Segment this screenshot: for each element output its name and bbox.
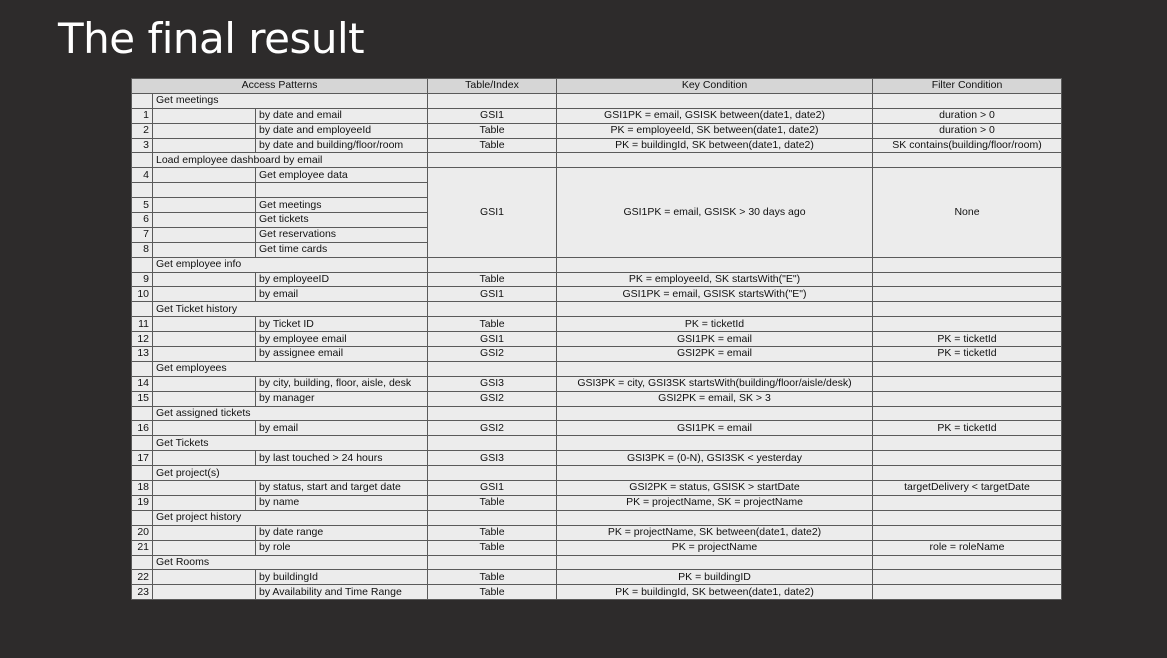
table-index-cell xyxy=(428,93,557,108)
table-index-cell: GSI1 xyxy=(428,108,557,123)
key-condition-cell: GSI1PK = email, GSISK startsWith("E") xyxy=(557,287,873,302)
table-index-cell: GSI1 xyxy=(428,332,557,347)
key-condition-cell: GSI3PK = (0-N), GSI3SK < yesterday xyxy=(557,451,873,466)
key-condition-cell xyxy=(557,93,873,108)
row-number-cell: 18 xyxy=(132,481,153,496)
sub-pattern-cell: by employeeID xyxy=(256,272,428,287)
row-number-cell xyxy=(132,406,153,421)
header-filter-condition: Filter Condition xyxy=(873,79,1062,94)
table-index-cell xyxy=(428,302,557,317)
table-index-cell: Table xyxy=(428,525,557,540)
filter-condition-cell xyxy=(873,555,1062,570)
group-label: Get employee info xyxy=(153,257,428,272)
key-condition-cell: PK = buildingId, SK between(date1, date2) xyxy=(557,138,873,153)
table-row xyxy=(132,123,1062,138)
group-spacer-cell xyxy=(153,391,256,406)
group-spacer-cell xyxy=(153,123,256,138)
key-condition-cell xyxy=(557,436,873,451)
row-number-cell xyxy=(132,93,153,108)
key-condition-cell xyxy=(557,153,873,168)
header-table-index: Table/Index xyxy=(428,79,557,94)
filter-condition-cell xyxy=(873,257,1062,272)
key-condition-cell xyxy=(557,406,873,421)
row-number-cell: 23 xyxy=(132,585,153,600)
row-number-cell: 6 xyxy=(132,213,153,228)
group-spacer-cell xyxy=(153,227,256,242)
sub-pattern-cell: by Ticket ID xyxy=(256,317,428,332)
key-condition-cell: GSI1PK = email, GSISK > 30 days ago xyxy=(557,168,873,257)
key-condition-cell: PK = buildingID xyxy=(557,570,873,585)
key-condition-cell xyxy=(557,510,873,525)
filter-condition-cell xyxy=(873,510,1062,525)
filter-condition-cell: duration > 0 xyxy=(873,108,1062,123)
table-body xyxy=(132,93,1062,599)
key-condition-cell: PK = employeeId, SK startsWith("E") xyxy=(557,272,873,287)
group-spacer-cell xyxy=(153,332,256,347)
row-number-cell: 16 xyxy=(132,421,153,436)
sub-pattern-cell: by assignee email xyxy=(256,347,428,362)
row-number-cell: 5 xyxy=(132,198,153,213)
row-number-cell xyxy=(132,436,153,451)
table-row xyxy=(132,421,1062,436)
filter-condition-cell: duration > 0 xyxy=(873,123,1062,138)
row-number-cell xyxy=(132,361,153,376)
table-index-cell: GSI1 xyxy=(428,168,557,257)
group-spacer-cell xyxy=(153,108,256,123)
header-access-patterns: Access Patterns xyxy=(132,79,428,94)
row-number-cell: 17 xyxy=(132,451,153,466)
filter-condition-cell xyxy=(873,495,1062,510)
table-index-cell: Table xyxy=(428,317,557,332)
row-number-cell: 15 xyxy=(132,391,153,406)
table-row xyxy=(132,138,1062,153)
group-label: Load employee dashboard by email xyxy=(153,153,428,168)
row-number-cell xyxy=(132,302,153,317)
group-label: Get project(s) xyxy=(153,466,428,481)
table-index-cell: GSI3 xyxy=(428,451,557,466)
sub-pattern-cell: by status, start and target date xyxy=(256,481,428,496)
row-number-cell: 2 xyxy=(132,123,153,138)
key-condition-cell: PK = ticketId xyxy=(557,317,873,332)
filter-condition-cell: PK = ticketId xyxy=(873,421,1062,436)
table-row xyxy=(132,376,1062,391)
group-spacer-cell xyxy=(153,525,256,540)
sub-pattern-cell: by manager xyxy=(256,391,428,406)
table-row xyxy=(132,108,1062,123)
row-number-cell xyxy=(132,183,153,198)
row-number-cell: 10 xyxy=(132,287,153,302)
filter-condition-cell: PK = ticketId xyxy=(873,332,1062,347)
sub-pattern-cell: by buildingId xyxy=(256,570,428,585)
row-number-cell xyxy=(132,466,153,481)
row-number-cell: 12 xyxy=(132,332,153,347)
sub-pattern-cell: by date and email xyxy=(256,108,428,123)
sub-pattern-cell: by employee email xyxy=(256,332,428,347)
table-index-cell: GSI1 xyxy=(428,481,557,496)
filter-condition-cell xyxy=(873,272,1062,287)
row-number-cell xyxy=(132,257,153,272)
table-row xyxy=(132,495,1062,510)
row-number-cell: 14 xyxy=(132,376,153,391)
key-condition-cell: PK = projectName, SK between(date1, date2) xyxy=(557,525,873,540)
group-label: Get assigned tickets xyxy=(153,406,428,421)
key-condition-cell xyxy=(557,555,873,570)
row-number-cell: 3 xyxy=(132,138,153,153)
access-patterns-table xyxy=(131,78,1062,600)
table-row xyxy=(132,585,1062,600)
table-index-cell: GSI2 xyxy=(428,421,557,436)
sub-pattern-cell xyxy=(256,183,428,198)
table-index-cell xyxy=(428,257,557,272)
filter-condition-cell xyxy=(873,570,1062,585)
row-number-cell: 8 xyxy=(132,242,153,257)
row-number-cell: 22 xyxy=(132,570,153,585)
table-row xyxy=(132,481,1062,496)
filter-condition-cell xyxy=(873,406,1062,421)
group-row xyxy=(132,302,1062,317)
sub-pattern-cell: Get reservations xyxy=(256,227,428,242)
table-row xyxy=(132,332,1062,347)
key-condition-cell: GSI1PK = email xyxy=(557,421,873,436)
row-number-cell: 11 xyxy=(132,317,153,332)
filter-condition-cell xyxy=(873,93,1062,108)
table-row xyxy=(132,540,1062,555)
header-key-condition: Key Condition xyxy=(557,79,873,94)
table-index-cell xyxy=(428,510,557,525)
sub-pattern-cell: by date and employeeId xyxy=(256,123,428,138)
table-index-cell: GSI2 xyxy=(428,391,557,406)
slide-title: The final result xyxy=(58,14,365,63)
table-row xyxy=(132,391,1062,406)
group-spacer-cell xyxy=(153,183,256,198)
group-spacer-cell xyxy=(153,421,256,436)
group-spacer-cell xyxy=(153,168,256,183)
row-number-cell xyxy=(132,510,153,525)
header-row xyxy=(132,79,1062,94)
row-number-cell: 19 xyxy=(132,495,153,510)
table-row xyxy=(132,451,1062,466)
table-row xyxy=(132,168,1062,183)
sub-pattern-cell: by date and building/floor/room xyxy=(256,138,428,153)
row-number-cell xyxy=(132,153,153,168)
group-row xyxy=(132,406,1062,421)
sub-pattern-cell: by email xyxy=(256,287,428,302)
group-label: Get Tickets xyxy=(153,436,428,451)
table-index-cell xyxy=(428,466,557,481)
table-index-cell: GSI1 xyxy=(428,287,557,302)
key-condition-cell: PK = buildingId, SK between(date1, date2) xyxy=(557,585,873,600)
group-row xyxy=(132,153,1062,168)
key-condition-cell: GSI2PK = status, GSISK > startDate xyxy=(557,481,873,496)
filter-condition-cell xyxy=(873,436,1062,451)
group-row xyxy=(132,510,1062,525)
table-index-cell: Table xyxy=(428,495,557,510)
key-condition-cell xyxy=(557,466,873,481)
table-index-cell: Table xyxy=(428,570,557,585)
group-label: Get employees xyxy=(153,361,428,376)
group-spacer-cell xyxy=(153,376,256,391)
filter-condition-cell xyxy=(873,302,1062,317)
table-row xyxy=(132,347,1062,362)
filter-condition-cell xyxy=(873,317,1062,332)
group-spacer-cell xyxy=(153,198,256,213)
row-number-cell: 13 xyxy=(132,347,153,362)
group-spacer-cell xyxy=(153,242,256,257)
sub-pattern-cell: by name xyxy=(256,495,428,510)
table-row xyxy=(132,287,1062,302)
filter-condition-cell xyxy=(873,451,1062,466)
key-condition-cell: GSI3PK = city, GSI3SK startsWith(building/floor/aisle/desk) xyxy=(557,376,873,391)
sub-pattern-cell: by role xyxy=(256,540,428,555)
group-label: Get Ticket history xyxy=(153,302,428,317)
table-row xyxy=(132,570,1062,585)
sub-pattern-cell: by date range xyxy=(256,525,428,540)
key-condition-cell: PK = employeeId, SK between(date1, date2) xyxy=(557,123,873,138)
table-index-cell: Table xyxy=(428,272,557,287)
sub-pattern-cell: by city, building, floor, aisle, desk xyxy=(256,376,428,391)
key-condition-cell: GSI1PK = email xyxy=(557,332,873,347)
group-spacer-cell xyxy=(153,585,256,600)
filter-condition-cell xyxy=(873,361,1062,376)
sub-pattern-cell: by Availability and Time Range xyxy=(256,585,428,600)
filter-condition-cell xyxy=(873,287,1062,302)
table-index-cell: Table xyxy=(428,123,557,138)
row-number-cell: 20 xyxy=(132,525,153,540)
key-condition-cell xyxy=(557,302,873,317)
key-condition-cell xyxy=(557,257,873,272)
table-row xyxy=(132,525,1062,540)
filter-condition-cell: None xyxy=(873,168,1062,257)
group-spacer-cell xyxy=(153,451,256,466)
group-spacer-cell xyxy=(153,287,256,302)
group-spacer-cell xyxy=(153,347,256,362)
row-number-cell: 9 xyxy=(132,272,153,287)
group-row xyxy=(132,466,1062,481)
row-number-cell xyxy=(132,555,153,570)
row-number-cell: 4 xyxy=(132,168,153,183)
row-number-cell: 21 xyxy=(132,540,153,555)
table-index-cell xyxy=(428,406,557,421)
sub-pattern-cell: Get tickets xyxy=(256,213,428,228)
group-row xyxy=(132,257,1062,272)
table-index-cell xyxy=(428,361,557,376)
sub-pattern-cell: Get time cards xyxy=(256,242,428,257)
filter-condition-cell xyxy=(873,153,1062,168)
table-index-cell: Table xyxy=(428,138,557,153)
key-condition-cell xyxy=(557,361,873,376)
key-condition-cell: GSI2PK = email xyxy=(557,347,873,362)
key-condition-cell: PK = projectName, SK = projectName xyxy=(557,495,873,510)
table-index-cell: Table xyxy=(428,540,557,555)
filter-condition-cell: targetDelivery < targetDate xyxy=(873,481,1062,496)
sub-pattern-cell: by email xyxy=(256,421,428,436)
group-spacer-cell xyxy=(153,317,256,332)
sub-pattern-cell: Get meetings xyxy=(256,198,428,213)
group-row xyxy=(132,555,1062,570)
filter-condition-cell xyxy=(873,376,1062,391)
row-number-cell: 7 xyxy=(132,227,153,242)
filter-condition-cell: PK = ticketId xyxy=(873,347,1062,362)
group-spacer-cell xyxy=(153,495,256,510)
group-label: Get Rooms xyxy=(153,555,428,570)
group-row xyxy=(132,436,1062,451)
group-row xyxy=(132,361,1062,376)
table-row xyxy=(132,317,1062,332)
filter-condition-cell xyxy=(873,525,1062,540)
group-spacer-cell xyxy=(153,540,256,555)
group-spacer-cell xyxy=(153,272,256,287)
filter-condition-cell xyxy=(873,466,1062,481)
group-spacer-cell xyxy=(153,570,256,585)
table-index-cell xyxy=(428,555,557,570)
group-row xyxy=(132,93,1062,108)
group-label: Get meetings xyxy=(153,93,428,108)
group-spacer-cell xyxy=(153,138,256,153)
group-label: Get project history xyxy=(153,510,428,525)
table-index-cell xyxy=(428,153,557,168)
table-row xyxy=(132,272,1062,287)
sub-pattern-cell: Get employee data xyxy=(256,168,428,183)
key-condition-cell: GSI2PK = email, SK > 3 xyxy=(557,391,873,406)
key-condition-cell: GSI1PK = email, GSISK between(date1, date2) xyxy=(557,108,873,123)
table-index-cell: Table xyxy=(428,585,557,600)
group-spacer-cell xyxy=(153,481,256,496)
table-index-cell: GSI2 xyxy=(428,347,557,362)
filter-condition-cell xyxy=(873,585,1062,600)
filter-condition-cell: role = roleName xyxy=(873,540,1062,555)
sub-pattern-cell: by last touched > 24 hours xyxy=(256,451,428,466)
filter-condition-cell: SK contains(building/floor/room) xyxy=(873,138,1062,153)
group-spacer-cell xyxy=(153,213,256,228)
key-condition-cell: PK = projectName xyxy=(557,540,873,555)
filter-condition-cell xyxy=(873,391,1062,406)
row-number-cell: 1 xyxy=(132,108,153,123)
table-index-cell xyxy=(428,436,557,451)
table-index-cell: GSI3 xyxy=(428,376,557,391)
